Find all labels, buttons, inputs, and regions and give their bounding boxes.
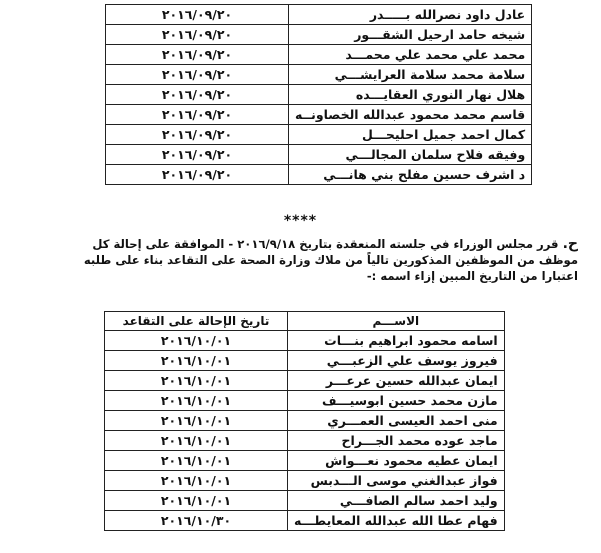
retirement-date: ٢٠١٦/٠٩/٢٠ <box>106 105 289 125</box>
table-row <box>106 65 532 85</box>
employee-name: فواز عبدالغني موسى الـــدبس <box>288 471 505 491</box>
employee-name: منى احمد العيسى العمـــري <box>288 411 505 431</box>
table-row <box>105 331 505 351</box>
employee-name: كمال احمد جميل احليحـــل <box>289 125 532 145</box>
table-row <box>105 411 505 431</box>
table-row <box>105 471 505 491</box>
retirement-date: ٢٠١٦/٠٩/٢٠ <box>106 65 289 85</box>
table-row <box>105 451 505 471</box>
table-row <box>106 145 532 165</box>
retirement-date: ٢٠١٦/٠٩/٢٠ <box>106 85 289 105</box>
retirement-date: ٢٠١٦/١٠/٠١ <box>105 411 288 431</box>
cabinet-decision-paragraph <box>58 236 578 284</box>
retirement-date: ٢٠١٦/١٠/٠١ <box>105 391 288 411</box>
table-row <box>106 25 532 45</box>
employee-name: محمد علي محمد علي محمـــد <box>289 45 532 65</box>
table-header-row <box>105 312 505 331</box>
section-separator: **** <box>283 213 318 229</box>
decision-line-1 <box>58 236 578 252</box>
employee-name: شيخه حامد ارحيل الشقـــور <box>289 25 532 45</box>
retirement-date: ٢٠١٦/١٠/٠١ <box>105 491 288 511</box>
retirement-date: ٢٠١٦/٠٩/٢٠ <box>106 165 289 185</box>
employee-name: فهام عطا الله عبدالله المعايطـــه <box>288 511 505 531</box>
table-row <box>105 431 505 451</box>
table-row <box>106 165 532 185</box>
retirement-date: ٢٠١٦/١٠/٠١ <box>105 331 288 351</box>
table-row <box>106 5 532 25</box>
retirement-date: ٢٠١٦/١٠/٣٠ <box>105 511 288 531</box>
employee-name: عادل داود نصرالله بـــــدر <box>289 5 532 25</box>
employee-name: هلال نهار النوري العقايـــده <box>289 85 532 105</box>
employee-name: وفيقه فلاح سلمان المجالـــي <box>289 145 532 165</box>
employee-name: فيروز يوسف علي الزعبـــي <box>288 351 505 371</box>
employee-name: ماجد عوده محمد الجـــراح <box>288 431 505 451</box>
table-row <box>105 371 505 391</box>
retirement-date: ٢٠١٦/١٠/٠١ <box>105 471 288 491</box>
table-row <box>105 351 505 371</box>
retirees-table-2 <box>104 311 505 531</box>
decision-text-1: قرر مجلس الوزراء في جلسته المنعقدة بتاريخ ٢٠١٦/٩/١٨ - الموافقة على إحالة كل <box>92 237 559 251</box>
employee-name: اسامه محمود ابراهيم بنـــات <box>288 331 505 351</box>
clause-letter: ح. <box>562 236 578 252</box>
column-header-name: الاســـم <box>288 312 505 331</box>
retirement-date: ٢٠١٦/١٠/٠١ <box>105 351 288 371</box>
decision-line-3: اعتبارا من التاريخ المبين إزاء اسمه :- <box>366 269 578 283</box>
employee-name: د اشرف حسين مفلح بني هانـــي <box>289 165 532 185</box>
table-row <box>106 85 532 105</box>
employee-name: سلامة محمد سلامة العرايشـــي <box>289 65 532 85</box>
retirement-date: ٢٠١٦/١٠/٠١ <box>105 451 288 471</box>
employee-name: مازن محمد حسين ابوسيـــف <box>288 391 505 411</box>
column-header-date: تاريخ الإحالة على التقاعد <box>105 312 288 331</box>
retirees-table-1 <box>105 4 532 185</box>
retirement-date: ٢٠١٦/١٠/٠١ <box>105 431 288 451</box>
table-row <box>106 105 532 125</box>
retirement-date: ٢٠١٦/٠٩/٢٠ <box>106 145 289 165</box>
table-row <box>105 511 505 531</box>
table-row <box>105 491 505 511</box>
employee-name: وليد احمد سالم الصافـــي <box>288 491 505 511</box>
retirement-date: ٢٠١٦/١٠/٠١ <box>105 371 288 391</box>
retirement-date: ٢٠١٦/٠٩/٢٠ <box>106 25 289 45</box>
employee-name: ايمان عبدالله حسين عرعـــر <box>288 371 505 391</box>
decision-line-2: موظف من الموظفين المذكورين تالياً من ملاك وزارة الصحة على التقاعد بناء على طلبه <box>83 253 578 267</box>
retirement-date: ٢٠١٦/٠٩/٢٠ <box>106 45 289 65</box>
employee-name: ايمان عطيه محمود نعـــواش <box>288 451 505 471</box>
table-row <box>106 45 532 65</box>
table-row <box>106 125 532 145</box>
retirement-date: ٢٠١٦/٠٩/٢٠ <box>106 125 289 145</box>
retirement-date: ٢٠١٦/٠٩/٢٠ <box>106 5 289 25</box>
table-row <box>105 391 505 411</box>
employee-name: قاسم محمد محمود عبدالله الخصاونــه <box>289 105 532 125</box>
